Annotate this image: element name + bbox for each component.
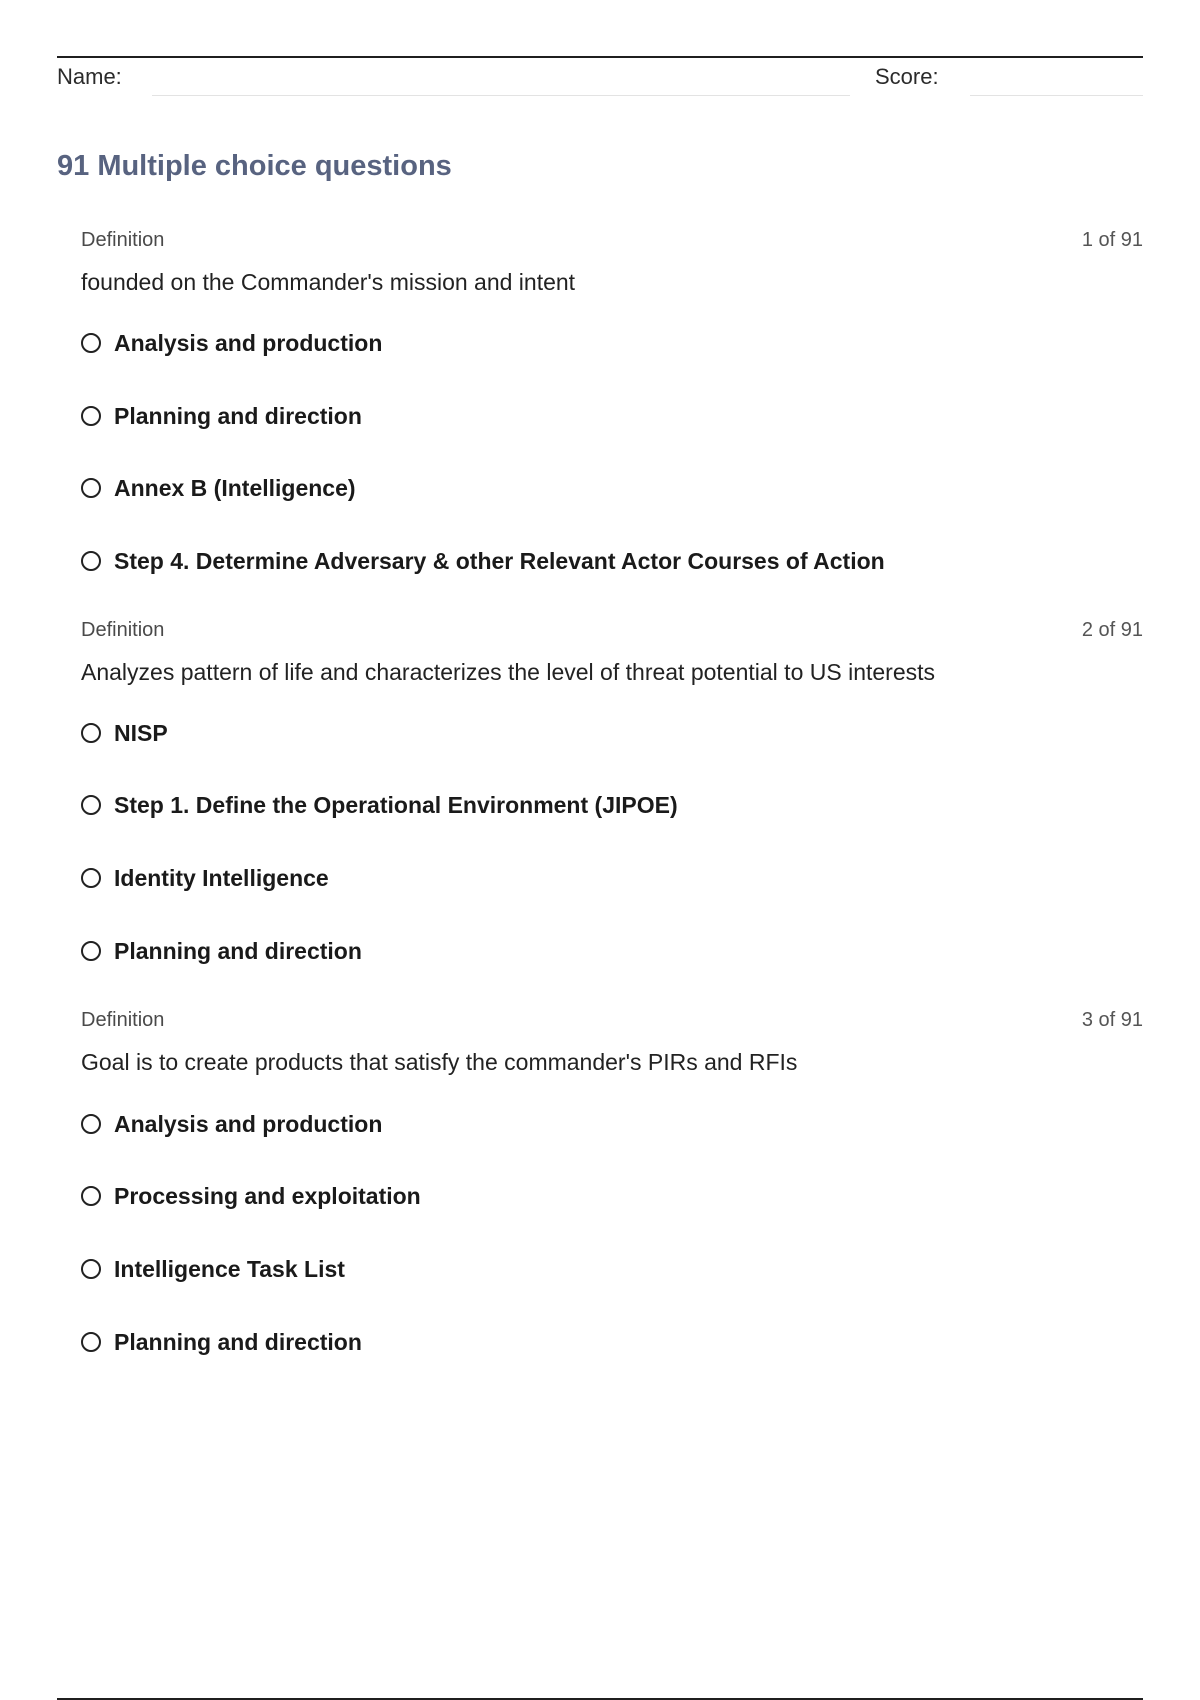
score-label: Score: [875,64,939,89]
answer-option-label: Analysis and production [114,1110,383,1137]
radio-circle-icon[interactable] [81,941,101,961]
answer-option-label: Planning and direction [114,937,362,964]
radio-circle-icon[interactable] [81,478,101,498]
answer-option[interactable] [81,1327,362,1357]
section-title: 91 Multiple choice questions [57,150,452,182]
question-type-label: Definition [81,1009,165,1031]
answer-option-label: NISP [114,719,168,746]
radio-circle-icon[interactable] [81,723,101,743]
answer-option-label: Step 1. Define the Operational Environment (JIPOE) [114,791,678,818]
radio-circle-icon[interactable] [81,795,101,815]
question-type-label: Definition [81,229,165,251]
radio-circle-icon[interactable] [81,333,101,353]
question-3 [81,1009,1143,1355]
answer-option-label: Analysis and production [114,329,383,356]
answer-option-label: Intelligence Task List [114,1255,345,1282]
name-field-line[interactable] [152,95,850,96]
answer-option-label: Identity Intelligence [114,864,329,891]
question-2 [81,619,1143,964]
answer-option-label: Annex B (Intelligence) [114,474,356,501]
answer-option[interactable] [81,1254,345,1284]
radio-circle-icon[interactable] [81,406,101,426]
question-counter: 2 of 91 [1081,619,1143,641]
answer-option[interactable] [81,863,329,893]
answer-option-label: Step 4. Determine Adversary & other Relevant Actor Courses of Action [114,547,885,574]
question-counter: 1 of 91 [1081,229,1143,251]
question-prompt: founded on the Commander's mission and intent [81,269,576,295]
radio-circle-icon[interactable] [81,1259,101,1279]
answer-option[interactable] [81,473,356,503]
answer-option[interactable] [81,718,168,748]
name-label: Name: [57,64,122,89]
question-1 [81,229,1143,574]
answer-option[interactable] [81,936,362,966]
radio-circle-icon[interactable] [81,551,101,571]
radio-circle-icon[interactable] [81,868,101,888]
radio-circle-icon[interactable] [81,1332,101,1352]
answer-option[interactable] [81,1109,382,1139]
answer-option[interactable] [81,546,885,576]
score-field-line[interactable] [970,95,1143,96]
answer-option-label: Planning and direction [114,402,362,429]
answer-option[interactable] [81,1181,421,1211]
answer-option-label: Processing and exploitation [114,1182,421,1209]
answer-option[interactable] [81,401,362,431]
radio-circle-icon[interactable] [81,1114,101,1134]
answer-option[interactable] [81,790,678,820]
answer-option[interactable] [81,328,382,358]
question-prompt: Analyzes pattern of life and characterizes the level of threat potential to US interests [81,659,936,685]
question-prompt: Goal is to create products that satisfy the commander's PIRs and RFIs [81,1049,798,1075]
radio-circle-icon[interactable] [81,1186,101,1206]
question-type-label: Definition [81,619,165,641]
top-divider [57,56,1143,58]
answer-option-label: Planning and direction [114,1328,362,1355]
question-counter: 3 of 91 [1081,1009,1143,1031]
